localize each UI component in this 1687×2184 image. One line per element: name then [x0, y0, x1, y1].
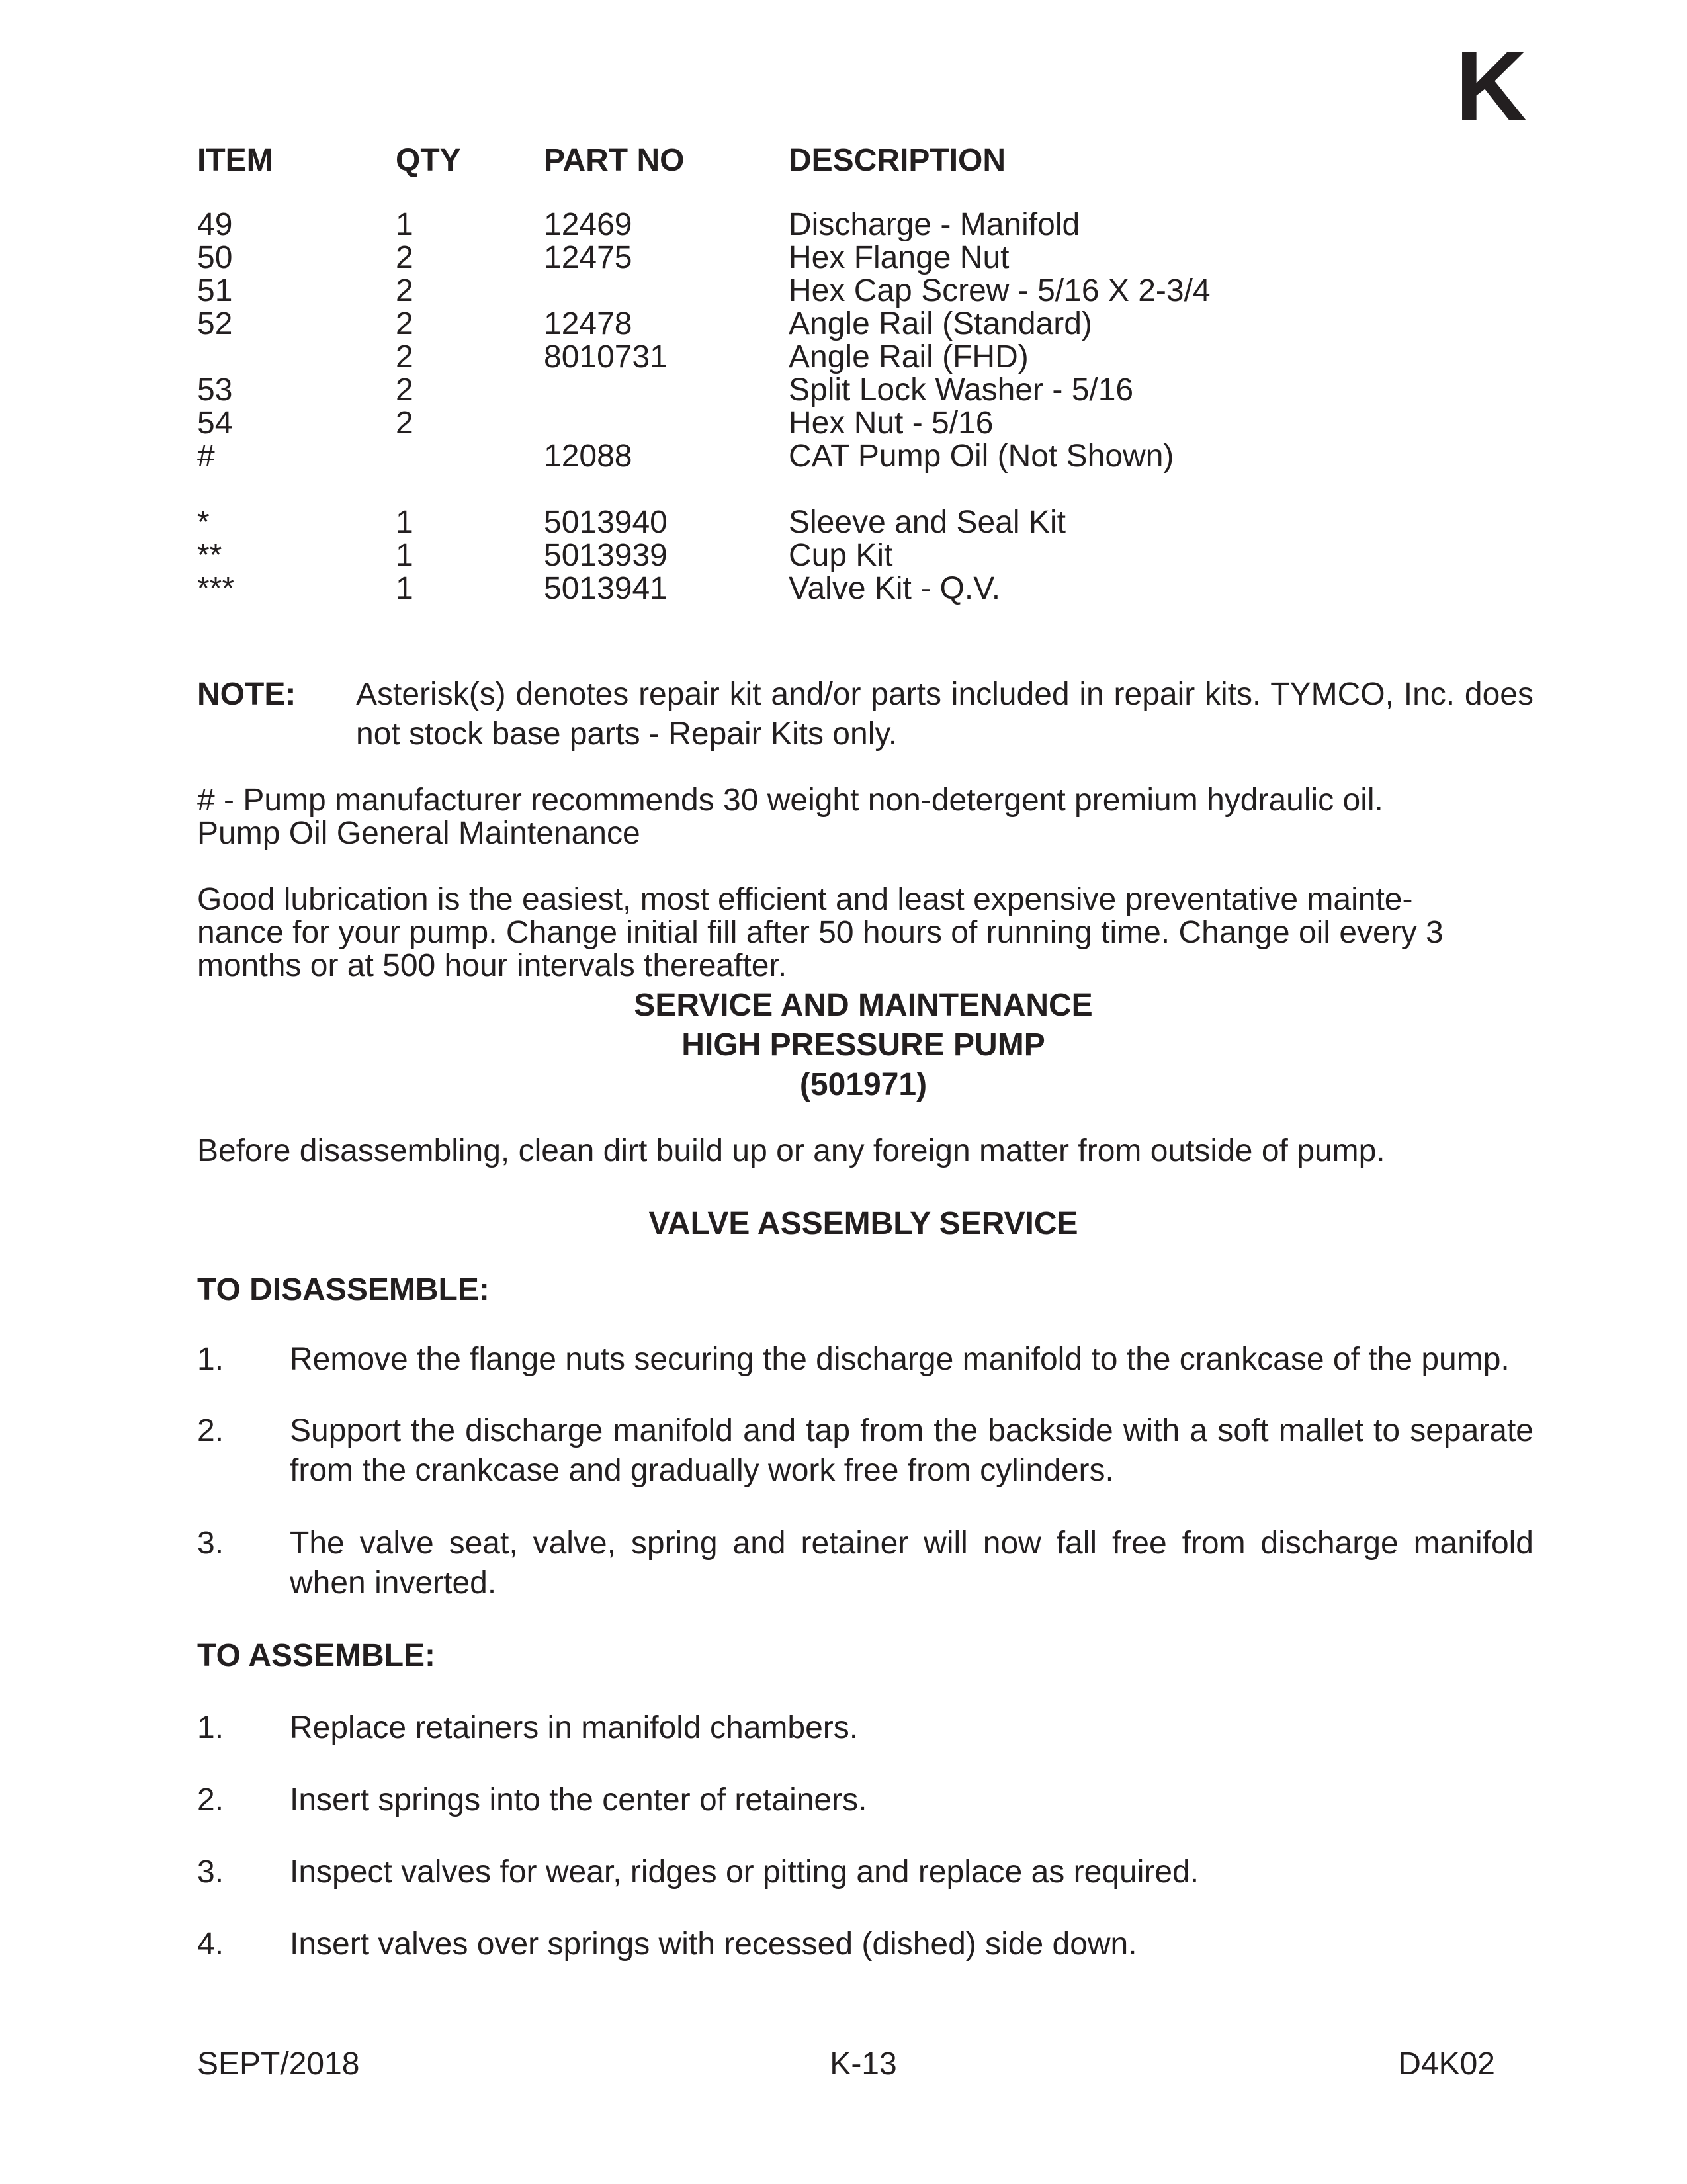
- column-header-qty: QTY: [396, 143, 461, 178]
- disassemble-heading: TO DISASSEMBLE:: [197, 1272, 490, 1307]
- cell-item: **: [197, 538, 222, 573]
- disassemble-step-text: The valve seat, valve, spring and retainer will now fall free from discharge manifold when inverted.: [290, 1526, 1534, 1600]
- cell-qty: 2: [396, 306, 413, 341]
- cell-part-no: 12469: [544, 207, 632, 242]
- disassemble-step-number: 3.: [197, 1526, 224, 1561]
- section-letter: K: [1455, 30, 1528, 142]
- oil-maintenance-title: Pump Oil General Maintenance: [197, 816, 640, 851]
- cell-qty: 2: [396, 372, 413, 408]
- cell-description: Angle Rail (FHD): [789, 339, 1029, 374]
- cell-description: Angle Rail (Standard): [789, 306, 1092, 341]
- assemble-step-text: Insert valves over springs with recessed (dished) side down.: [290, 1927, 1137, 1962]
- cell-item: ***: [197, 571, 235, 606]
- cell-qty: 1: [396, 571, 413, 606]
- cell-part-no: 5013939: [544, 538, 668, 573]
- footer-date: SEPT/2018: [197, 2046, 360, 2081]
- cell-description: CAT Pump Oil (Not Shown): [789, 439, 1174, 474]
- cell-part-no: 5013940: [544, 505, 668, 540]
- cell-description: Discharge - Manifold: [789, 207, 1080, 242]
- intro-text: Before disassembling, clean dirt build up or any foreign matter from outside of pump.: [197, 1133, 1385, 1168]
- assemble-step-number: 3.: [197, 1855, 224, 1890]
- service-heading-line: SERVICE AND MAINTENANCE: [634, 988, 1093, 1023]
- cell-item: #: [197, 439, 215, 474]
- cell-item: 54: [197, 406, 233, 441]
- cell-part-no: 8010731: [544, 339, 668, 374]
- cell-description: Hex Nut - 5/16: [789, 406, 994, 441]
- assemble-step-text: Insert springs into the center of retainers.: [290, 1782, 867, 1817]
- lubrication-line: Good lubrication is the easiest, most efficient and least expensive preventative mainte-: [197, 882, 1413, 917]
- cell-item: 49: [197, 207, 233, 242]
- cell-qty: 2: [396, 406, 413, 441]
- assemble-step-text: Replace retainers in manifold chambers.: [290, 1710, 859, 1745]
- disassemble-step-number: 2.: [197, 1413, 224, 1448]
- assemble-step-text: Inspect valves for wear, ridges or pitting and replace as required.: [290, 1855, 1199, 1890]
- oil-recommendation: # - Pump manufacturer recommends 30 weight non-detergent premium hydraulic oil.: [197, 783, 1383, 818]
- column-header-item: ITEM: [197, 143, 273, 178]
- cell-item: 52: [197, 306, 233, 341]
- cell-description: Cup Kit: [789, 538, 893, 573]
- column-header-part-no: PART NO: [544, 143, 685, 178]
- cell-qty: 2: [396, 240, 413, 275]
- assemble-step-number: 2.: [197, 1782, 224, 1817]
- disassemble-step-text: Support the discharge manifold and tap from the backside with a soft mallet to separate from the crankcase and gradually work free from cylinders.: [290, 1413, 1534, 1488]
- cell-qty: 2: [396, 339, 413, 374]
- disassemble-step-text: Remove the flange nuts securing the discharge manifold to the crankcase of the pump.: [290, 1342, 1510, 1377]
- note-text: Asterisk(s) denotes repair kit and/or parts included in repair kits. TYMCO, Inc. does not stock base parts - Repair Kits only.: [356, 677, 1534, 752]
- valve-assembly-heading: VALVE ASSEMBLY SERVICE: [648, 1206, 1078, 1241]
- assemble-step-number: 1.: [197, 1710, 224, 1745]
- lubrication-line: nance for your pump. Change initial fill after 50 hours of running time. Change oil every 3: [197, 915, 1444, 950]
- footer-document-code: D4K02: [1398, 2046, 1495, 2081]
- service-heading-line: HIGH PRESSURE PUMP: [681, 1027, 1045, 1063]
- cell-description: Split Lock Washer - 5/16: [789, 372, 1134, 408]
- cell-qty: 2: [396, 273, 413, 308]
- cell-description: Hex Flange Nut: [789, 240, 1010, 275]
- disassemble-step-number: 1.: [197, 1342, 224, 1377]
- cell-part-no: 12088: [544, 439, 632, 474]
- cell-item: *: [197, 505, 210, 540]
- cell-description: Hex Cap Screw - 5/16 X 2-3/4: [789, 273, 1211, 308]
- cell-item: 51: [197, 273, 233, 308]
- cell-qty: 1: [396, 538, 413, 573]
- cell-part-no: 5013941: [544, 571, 668, 606]
- cell-qty: 1: [396, 505, 413, 540]
- cell-item: 50: [197, 240, 233, 275]
- cell-qty: 1: [396, 207, 413, 242]
- cell-description: Valve Kit - Q.V.: [789, 571, 1001, 606]
- footer-page-number: K-13: [830, 2046, 897, 2081]
- cell-description: Sleeve and Seal Kit: [789, 505, 1066, 540]
- cell-part-no: 12478: [544, 306, 632, 341]
- service-heading-part-number: (501971): [799, 1067, 928, 1102]
- cell-item: 53: [197, 372, 233, 408]
- cell-part-no: 12475: [544, 240, 632, 275]
- assemble-step-number: 4.: [197, 1927, 224, 1962]
- lubrication-line: months or at 500 hour intervals thereafter.: [197, 948, 787, 983]
- note-label: NOTE:: [197, 677, 296, 712]
- assemble-heading: TO ASSEMBLE:: [197, 1638, 436, 1673]
- lubrication-paragraph: [197, 883, 1534, 983]
- column-header-description: DESCRIPTION: [789, 143, 1006, 178]
